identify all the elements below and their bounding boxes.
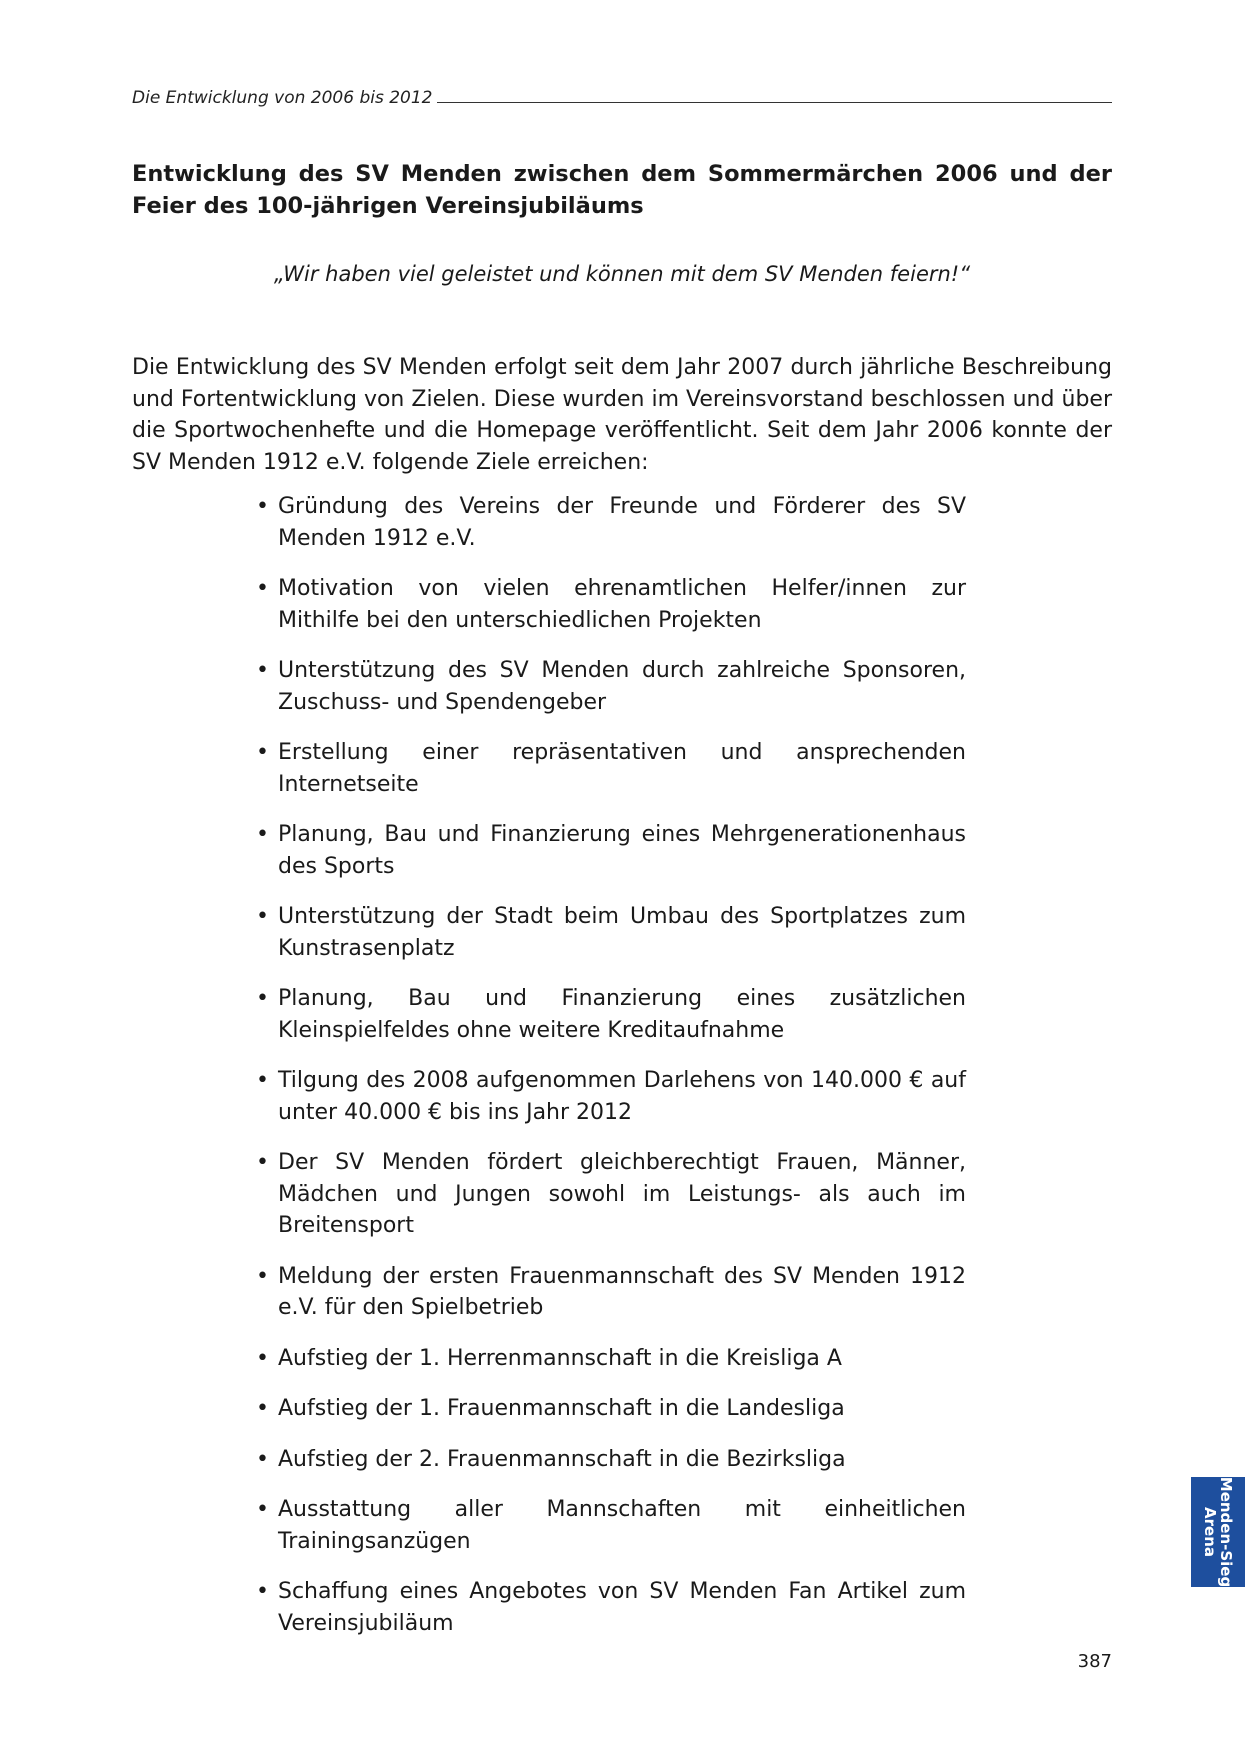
goal-list-item (252, 1261, 966, 1324)
goal-text: Aufstieg der 2. Frauenmannschaft in die Bezirksliga (278, 1446, 846, 1472)
goal-list-item (252, 655, 966, 718)
goal-text: Schaffung eines Angebotes von SV Menden Fan Artikel zum Vereinsjubiläum (278, 1579, 966, 1636)
bullet-icon: • (256, 1396, 269, 1421)
goal-list-item (252, 1494, 966, 1557)
bullet-icon: • (256, 740, 269, 765)
goal-list-item (252, 491, 966, 554)
goal-text: Aufstieg der 1. Herrenmannschaft in die Kreisliga A (278, 1345, 842, 1371)
intro-paragraph: Die Entwicklung des SV Menden erfolgt seit dem Jahr 2007 durch jährliche Beschreibung und Fortentwicklung von Zielen. Diese wurden im Vereinsvorstand beschlossen und über die Sportwochenhefte und die Homepage veröffentlicht. Seit dem Jahr 2006 konnte der SV Menden 1912 e.V. folgende Ziele erreichen: (132, 355, 1112, 475)
header-rule (437, 102, 1113, 103)
page-number: 387 (1077, 1651, 1112, 1672)
side-tab-line-2: Arena (1201, 1507, 1219, 1557)
goal-list-item (252, 1147, 966, 1242)
goal-list-item (252, 1393, 966, 1425)
bullet-icon: • (256, 1068, 269, 1093)
goal-list-item (252, 1065, 966, 1128)
goal-text: Ausstattung aller Mannschaften mit einheitlichen Trainingsanzügen (278, 1497, 966, 1554)
goal-text: Erstellung einer repräsentativen und ansprechenden Internetseite (278, 740, 966, 797)
goal-text: Gründung des Vereins der Freunde und Förderer des SV Menden 1912 e.V. (278, 494, 966, 551)
running-header (132, 84, 1112, 108)
goal-list-item (252, 1343, 966, 1375)
goal-list-item (252, 819, 966, 882)
running-header-title: Die Entwicklung von 2006 bis 2012 (132, 88, 433, 108)
bullet-icon: • (256, 1263, 269, 1289)
bullet-icon: • (256, 822, 269, 847)
goal-text: Motivation von vielen ehrenamtlichen Helfer/innen zur Mithilfe bei den unterschiedlichen Projekten (278, 576, 966, 633)
goal-list-item (252, 901, 966, 964)
goal-text: Planung, Bau und Finanzierung eines zusätzlichen Kleinspielfeldes ohne weitere Kreditaufnahme (278, 986, 966, 1043)
side-tab-label (1202, 1477, 1234, 1587)
side-tab-line-1: Menden-Sieg (1217, 1476, 1235, 1588)
bullet-icon: • (256, 1150, 269, 1175)
goal-text: Der SV Menden fördert gleichberechtigt Frauen, Männer, Mädchen und Jungen sowohl im Leistungs- als auch im Breitensport (278, 1150, 966, 1238)
goal-text: Meldung der ersten Frauenmannschaft des SV Menden 1912 e.V. für den Spielbetrieb (278, 1263, 966, 1320)
bullet-icon: • (256, 904, 269, 929)
goal-list-item (252, 573, 966, 636)
bullet-icon: • (256, 1497, 269, 1522)
bullet-icon: • (256, 1446, 269, 1472)
goal-text: Unterstützung der Stadt beim Umbau des Sportplatzes zum Kunstrasenplatz (278, 904, 966, 961)
goal-list-item (252, 737, 966, 800)
bullet-icon: • (256, 1579, 269, 1604)
goals-list (252, 491, 966, 1658)
goal-list-item (252, 1444, 966, 1476)
goal-list-item (252, 983, 966, 1046)
section-side-tab (1191, 1477, 1245, 1587)
goal-list-item (252, 1576, 966, 1639)
goal-text: Planung, Bau und Finanzierung eines Mehrgenerationenhaus des Sports (278, 822, 966, 879)
bullet-icon: • (256, 494, 269, 519)
goal-text: Aufstieg der 1. Frauenmannschaft in die Landesliga (278, 1396, 845, 1421)
bullet-icon: • (256, 576, 269, 601)
article-title: Entwicklung des SV Menden zwischen dem Sommermärchen 2006 und der Feier des 100-jährigen Vereinsjubiläums (132, 161, 1112, 219)
bullet-icon: • (256, 986, 269, 1011)
goal-text: Unterstützung des SV Menden durch zahlreiche Sponsoren, Zuschuss- und Spendengeber (278, 658, 966, 715)
goal-text: Tilgung des 2008 aufgenommen Darlehens von 140.000 € auf unter 40.000 € bis ins Jahr 2012 (278, 1068, 966, 1125)
bullet-icon: • (256, 1345, 269, 1371)
bullet-icon: • (256, 658, 269, 683)
article-quote: „Wir haben viel geleistet und können mit dem SV Menden feiern!“ (273, 262, 971, 286)
